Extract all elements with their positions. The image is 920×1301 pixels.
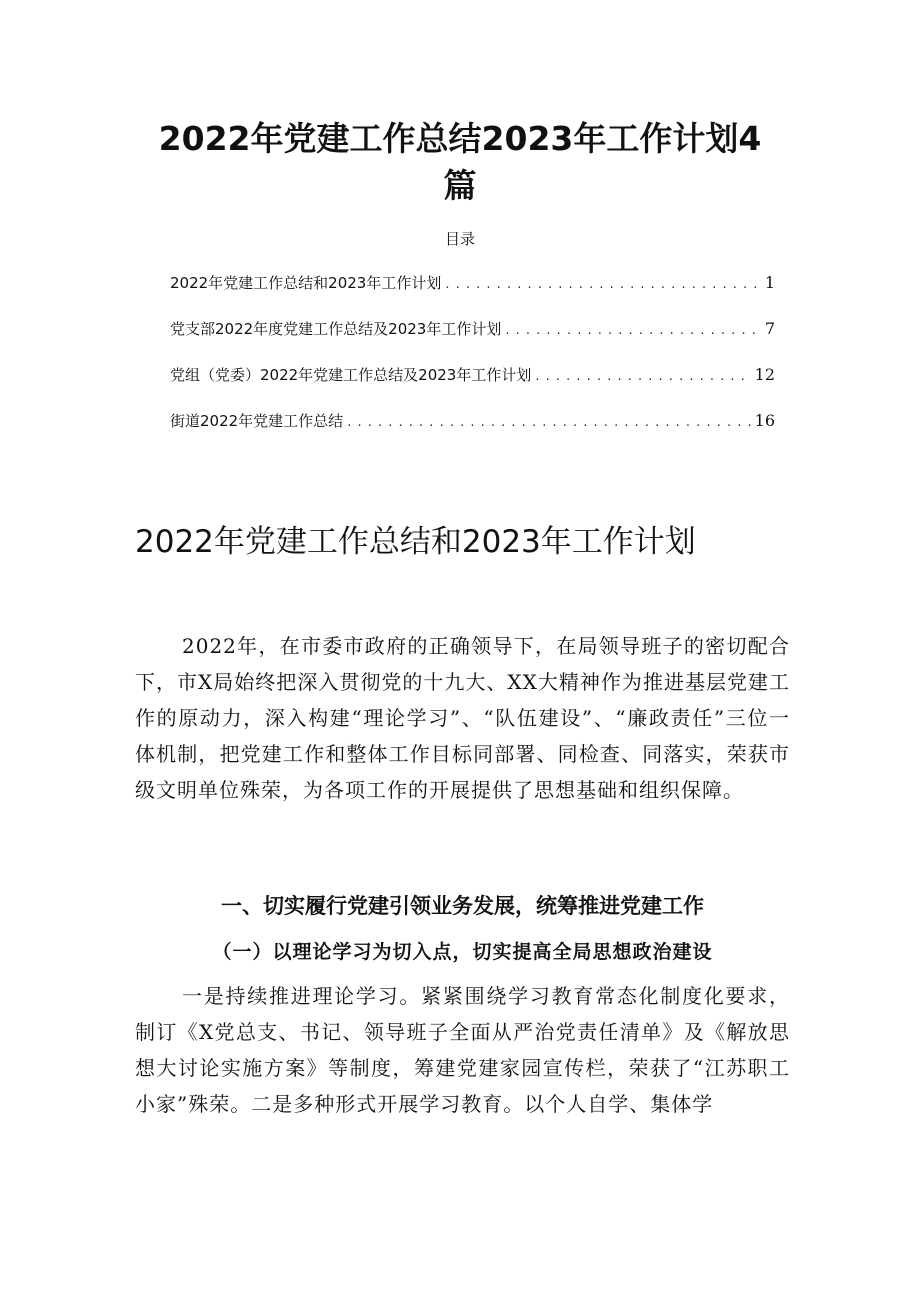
toc-entry[interactable] [170,360,775,406]
toc-leader-dots [347,406,750,438]
toc-entry-title: 2022年党建工作总结和2023年工作计划 [170,274,442,292]
toc-entry-page: 1 [764,273,775,292]
document-title-line-2: 篇 [443,166,477,205]
toc-entry-page: 7 [764,319,775,338]
article-title: 2022年党建工作总结和2023年工作计划 [135,524,696,560]
toc-entry[interactable] [170,268,775,314]
toc-heading: 目录 [444,230,475,248]
toc-entry-page: 12 [754,365,775,384]
toc-entry-title: 党支部2022年度党建工作总结及2023年工作计划 [170,320,502,338]
toc-leader-dots [505,314,760,346]
table-of-contents [170,268,775,452]
intro-paragraph: 2022年，在市委市政府的正确领导下，在局领导班子的密切配合下，市X局始终把深入贯彻党的十九大、XX大精神作为推进基层党建工作的原动力，深入构建“理论学习”、“队伍建设”、“廉政责任”三位一体机制，把党建工作和整体工作目标同部署、同检查、同落实，荣获市级文明单位殊荣，为各项工作的开展提供了思想基础和组织保障。 [135,634,790,802]
study-paragraph: 一是持续推进理论学习。紧紧围绕学习教育常态化制度化要求，制订《X党总支、书记、领导班子全面从严治党责任清单》及《解放思想大讨论实施方案》等制度，筹建党建家园宣传栏，荣获了“江苏职工小家”殊荣。二是多种形式开展学习教育。以个人自学、集体学 [135,984,790,1116]
document-title-line-1: 2022年党建工作总结2023年工作计划4 [158,119,762,158]
toc-entry-page: 16 [754,411,775,430]
toc-leader-dots [535,360,750,392]
toc-entry-title: 街道2022年党建工作总结 [170,412,344,430]
toc-entry-title: 党组（党委）2022年党建工作总结及2023年工作计划 [170,366,532,384]
toc-entry[interactable] [170,406,775,452]
section-heading-level-1: 一、切实履行党建引领业务发展，统筹推进党建工作 [221,894,704,918]
toc-leader-dots [445,268,760,300]
section-heading-level-2: （一）以理论学习为切入点，切实提高全局思想政治建设 [212,941,713,963]
toc-entry[interactable] [170,314,775,360]
